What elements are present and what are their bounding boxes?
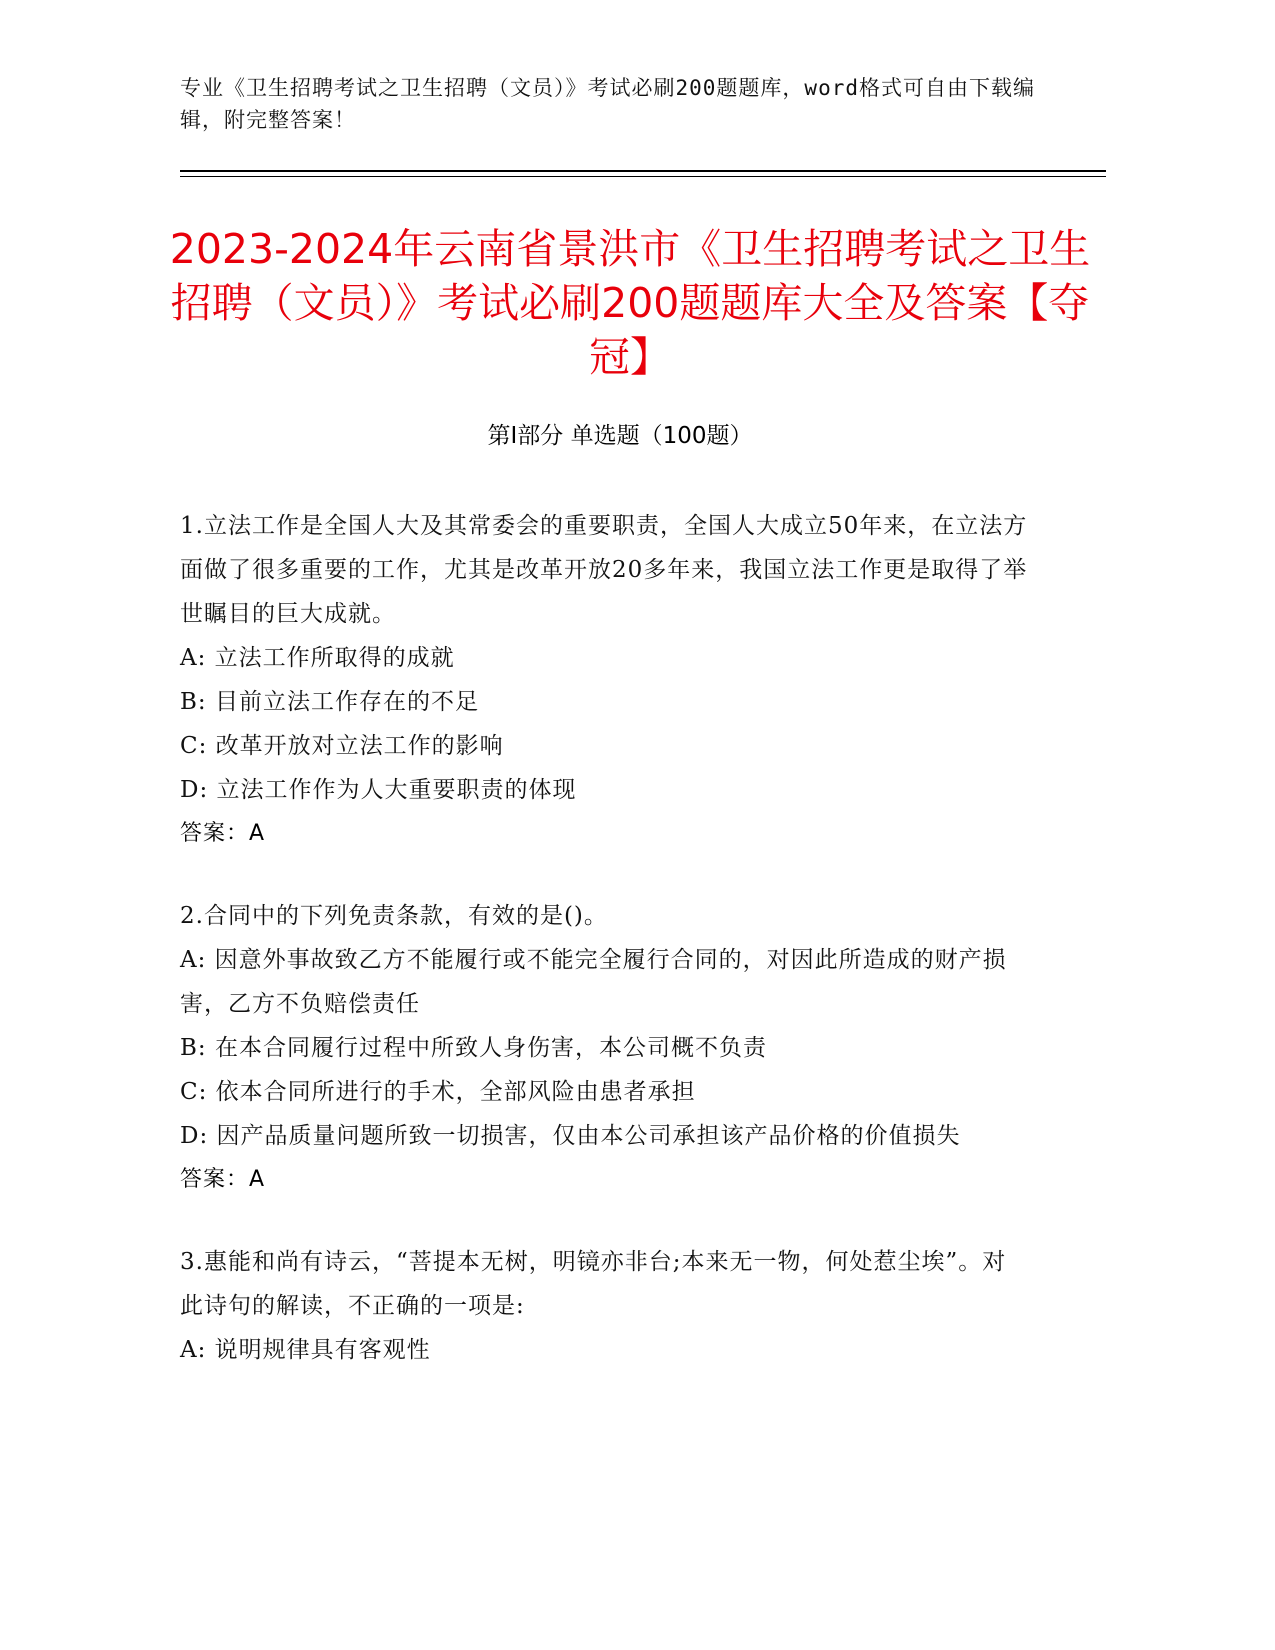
section-heading: 第Ⅰ部分 单选题（100题）	[487, 423, 753, 449]
option-c: C: 依本合同所进行的手术，全部风险由患者承担	[180, 1079, 696, 1105]
option-a: A: 立法工作所取得的成就	[180, 645, 455, 671]
option-d: D: 立法工作作为人大重要职责的体现	[180, 777, 577, 803]
option-a: A: 说明规律具有客观性	[180, 1337, 431, 1363]
header-note: 专业《卫生招聘考试之卫生招聘（文员）》考试必刷200题题库，word格式可自由下载编辑，附完整答案！	[180, 76, 1035, 132]
question-2	[180, 894, 1030, 1202]
answer-line: 答案：A	[180, 1167, 266, 1192]
option-d: D: 因产品质量问题所致一切损害，仅由本公司承担该产品价格的价值损失	[180, 1123, 961, 1149]
question-3	[180, 1240, 1030, 1372]
option-b: B: 在本合同履行过程中所致人身伤害，本公司概不负责	[180, 1035, 767, 1061]
question-stem: 1.立法工作是全国人大及其常委会的重要职责，全国人大成立50年来，在立法方面做了很多重要的工作，尤其是改革开放20多年来，我国立法工作更是取得了举世瞩目的巨大成就。	[180, 513, 1028, 627]
header-divider-thin	[180, 176, 1106, 177]
answer-line: 答案：A	[180, 821, 266, 846]
question-stem: 3.惠能和尚有诗云，“菩提本无树，明镜亦非台;本来无一物，何处惹尘埃”。对此诗句的解读，不正确的一项是:	[180, 1249, 1007, 1319]
question-list	[180, 504, 1030, 1410]
question-1	[180, 504, 1030, 856]
option-b: B: 目前立法工作存在的不足	[180, 689, 479, 715]
header-divider	[180, 170, 1106, 172]
option-a: A: 因意外事故致乙方不能履行或不能完全履行合同的，对因此所造成的财产损害，乙方不负赔偿责任	[180, 947, 1007, 1017]
document-title: 2023-2024年云南省景洪市《卫生招聘考试之卫生招聘（文员）》考试必刷200题题库大全及答案【夺冠】	[169, 225, 1091, 381]
option-c: C: 改革开放对立法工作的影响	[180, 733, 504, 759]
question-stem: 2.合同中的下列免责条款，有效的是()。	[180, 903, 608, 929]
